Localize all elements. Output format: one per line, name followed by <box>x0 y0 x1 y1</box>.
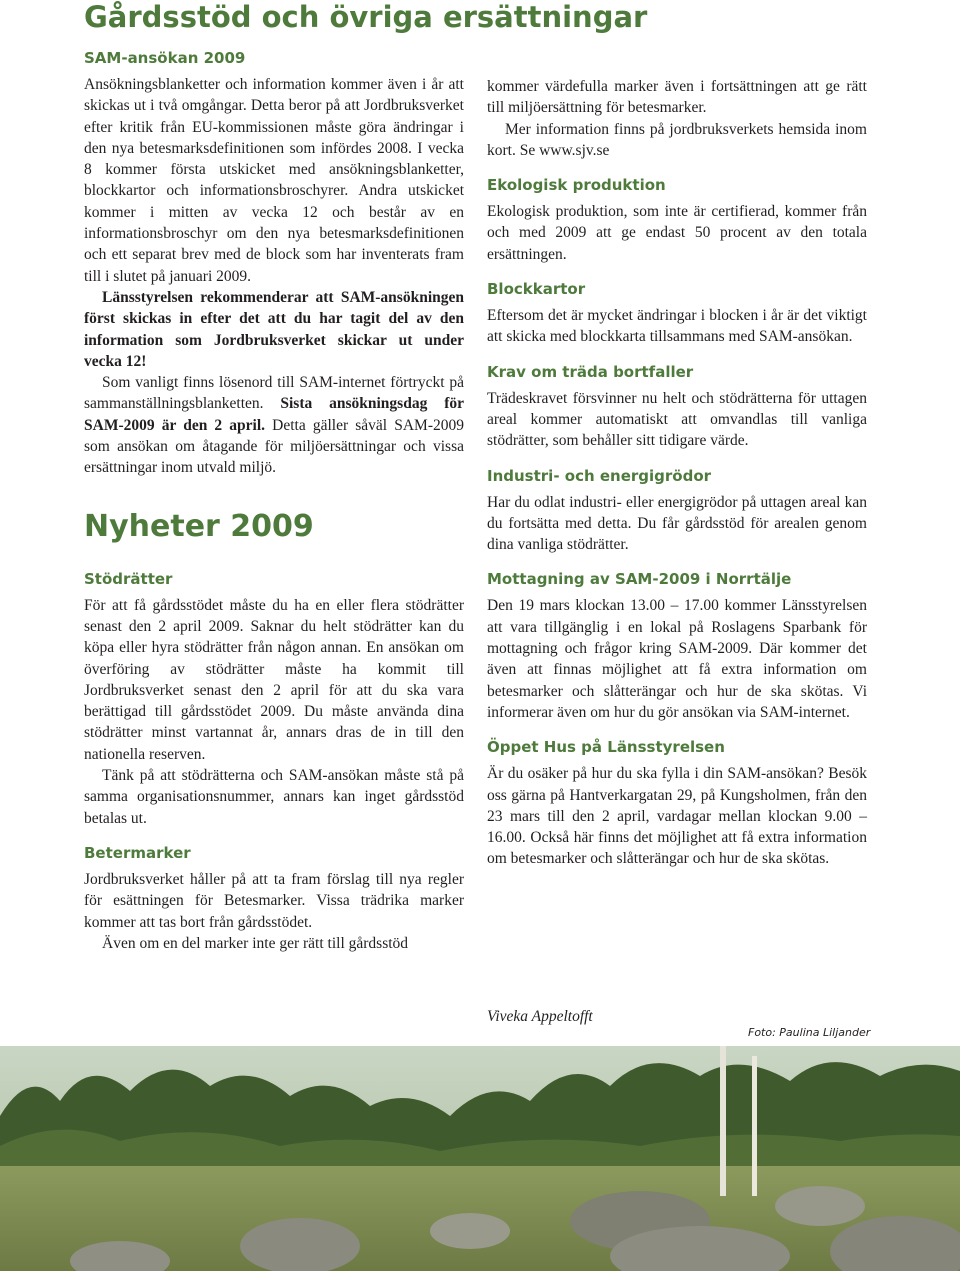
blockkartor-paragraph: Eftersom det är mycket ändringar i blocken i år är det viktigt att skicka med blockkarta tillsammans med SAM-ansökan. <box>487 307 867 346</box>
sam-p3-text-b: Detta gäller såväl SAM-2009 som ansökan om åtagande för miljöersättningar och vissa ersättningar inom utvald miljö. <box>84 416 464 477</box>
photo-credit: Foto: Paulina Liljander <box>748 1026 871 1039</box>
betesmark-continued: kommer värdefulla marker även i fortsättningen att ge rätt till miljöersättning för betesmarker. <box>487 78 867 117</box>
spacer <box>487 723 867 737</box>
stodratter-paragraph-2: Tänk på att stödrätterna och SAM-ansökan måste stå på samma organisationsnummer, annars kan inget gårdsstöd betalas ut. <box>84 767 464 827</box>
page-title: Gårdsstöd och övriga ersättningar <box>84 0 648 34</box>
landscape-photo <box>0 1046 960 1271</box>
mottagning-heading: Mottagning av SAM-2009 i Norrtälje <box>487 570 792 589</box>
left-column <box>84 48 464 954</box>
mottagning-paragraph: Den 19 mars klockan 13.00 – 17.00 kommer Länsstyrelsen att vara tillgänglig i en lokal på Roslagens Sparbank för mottagning och frågor kring SAM-2009. Där kommer det även att finnas möjlighet att få extra information om betesmarker och slåtterängar och hur de ska skötas. Vi informerar även om hur du gör ansökan via SAM-internet. <box>487 597 867 721</box>
sam-p3-deadline: Sista ansökningsdag för SAM-2009 är den 2 april. <box>84 395 464 434</box>
spacer <box>487 555 867 569</box>
more-info-paragraph: Mer information finns på jordbruksverkets hemsida inom kort. Se www.sjv.se <box>487 120 867 159</box>
spacer <box>487 161 867 175</box>
right-column <box>487 76 867 870</box>
sam-paragraph-3 <box>84 372 464 478</box>
spacer <box>487 348 867 362</box>
spacer <box>84 829 464 843</box>
blockkartor-heading: Blockkartor <box>487 280 586 299</box>
industri-paragraph: Har du odlat industri- eller energigrödor på uttagen areal kan du fortsätta med detta. Du får gårdsstöd för arealen genom dina vanliga stödrätter. <box>487 493 867 554</box>
ekologisk-paragraph: Ekologisk produktion, som inte är certifierad, kommer från och med 2009 att ge endast 50 procent av den totala ersättningen. <box>487 203 867 263</box>
spacer <box>487 452 867 466</box>
signature: Viveka Appeltofft <box>487 1008 593 1025</box>
betermarker-heading: Betermarker <box>84 843 191 862</box>
stodratter-paragraph-1: För att få gårdsstödet måste du ha en eller flera stödrätter senast den 2 april 2009. Saknar du helt stödrätter kan du köpa eller hyra stödrätter från någon annan. En ansökan om överföring av stödrätter måste ha kommit till Jordbruksverket senast den 2 april för att du ska vara berättigad till gårdsstödet 2009. Du måste använda dina stödrätter minst vartannat år, annars dras de in till den nationella reserven. <box>84 596 464 763</box>
oppet-hus-heading: Öppet Hus på Länsstyrelsen <box>487 738 725 757</box>
ekologisk-heading: Ekologisk produktion <box>487 176 666 195</box>
landscape-photo-illustration <box>0 1046 960 1271</box>
stodratter-heading: Stödrätter <box>84 569 173 588</box>
krav-paragraph: Trädeskravet försvinner nu helt och stödrätterna för uttagen areal kommer automatiskt att omvandlas till vanliga stödrätter, som behåller sitt tidigare värde. <box>487 389 867 450</box>
sam-heading: SAM-ansökan 2009 <box>84 49 246 67</box>
betermarker-paragraph-1: Jordbruksverket håller på att ta fram förslag till nya regler för esättningen för Betesmarker. Vissa trädrika marker kommer att tas bort från gårdsstödet. <box>84 870 464 931</box>
spacer <box>487 265 867 279</box>
sam-paragraph-2: Länsstyrelsen rekommenderar att SAM-ansökningen först skickas in efter det att du har tagit del av den information som Jordbruksverket skickar ut under vecka 12! <box>84 288 464 370</box>
industri-heading: Industri- och energigrödor <box>487 466 712 485</box>
sam-p3-text-a: Som vanligt finns lösenord till SAM-internet förtryckt på sammanställningsblanketten. <box>84 374 464 413</box>
news-heading: Nyheter 2009 <box>84 508 314 544</box>
oppet-hus-paragraph: Är du osäker på hur du ska fylla i din SAM-ansökan? Besök oss gärna på Hantverkargatan 29, på Kungsholmen, från den 23 mars till den 2 april, vardagar mellan klockan 9.00 – 16.00. Också här finns det möjlighet att få extra information om betesmarker och slåtterängar och hur de ska skötas. <box>487 765 867 868</box>
krav-heading: Krav om träda bortfaller <box>487 362 694 381</box>
sam-paragraph-1: Ansökningsblanketter och information kommer även i år att skickas ut i två omgångar. Detta beror på att Jordbruksverket efter kritik från EU-kommissionen måste göra ändringar i den nya betesmarksdefinitionen som infördes 2008. I vecka 8 kommer första utskicket med ansökningsblanketter, blockkartor och informationsbroschyrer. Andra utskicket kommer i mitten av vecka 12 och består av en informationsbroschyr om den nya betesmarksdefinitionen och ett separat brev med de block som har inventerats fram till i slutet på januari 2009. <box>84 76 464 285</box>
betermarker-paragraph-2: Även om en del marker inte ger rätt till gårdsstöd <box>102 934 409 952</box>
